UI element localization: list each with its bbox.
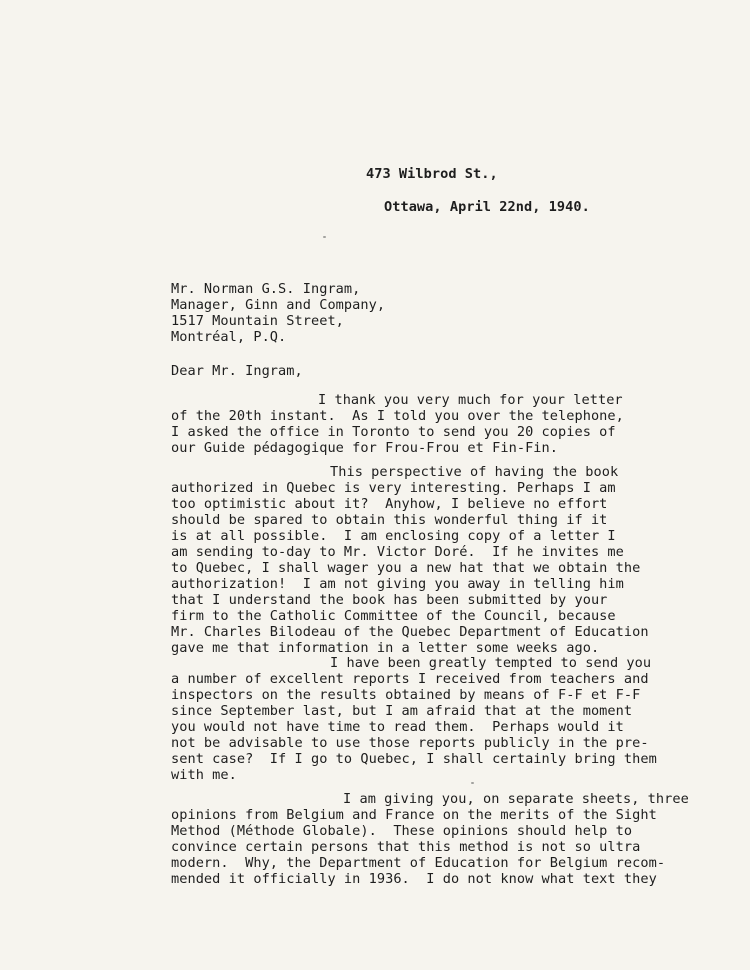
paragraph-2-line: This perspective of having the book [330, 464, 619, 480]
paragraph-2-line: to Quebec, I shall wager you a new hat that we obtain the [171, 560, 641, 576]
paragraph-3-line: a number of excellent reports I received from teachers and [171, 671, 649, 687]
paragraph-2-line: authorized in Quebec is very interesting. Perhaps I am [171, 480, 616, 496]
paragraph-4-line: convince certain persons that this method is not so ultra [171, 839, 641, 855]
paragraph-2-line: gave me that information in a letter some weeks ago. [171, 640, 600, 656]
recipient-line: Montréal, P.Q. [171, 329, 287, 345]
paragraph-1-line: I asked the office in Toronto to send you 20 copies of [171, 424, 616, 440]
paragraph-2-line: authorization! I am not giving you away in telling him [171, 576, 624, 592]
recipient-line: Manager, Ginn and Company, [171, 297, 386, 313]
paragraph-2-line: is at all possible. I am enclosing copy of a letter I [171, 528, 616, 544]
paper-speck [471, 782, 474, 784]
recipient-line: 1517 Mountain Street, [171, 313, 344, 329]
paragraph-3-line: I have been greatly tempted to send you [330, 655, 652, 671]
paragraph-4-line: mended it officially in 1936. I do not know what text they [171, 871, 657, 887]
paragraph-4-line: Method (Méthode Globale). These opinions should help to [171, 823, 633, 839]
sender-street: 473 Wilbrod St., [366, 166, 498, 182]
paragraph-4-line: modern. Why, the Department of Education for Belgium recom- [171, 855, 666, 871]
paper-speck [323, 236, 326, 238]
paragraph-3-line: not be advisable to use those reports publicly in the pre- [171, 735, 649, 751]
salutation: Dear Mr. Ingram, [171, 363, 303, 379]
sender-city-date: Ottawa, April 22nd, 1940. [384, 199, 590, 215]
paragraph-2-line: firm to the Catholic Committee of the Council, because [171, 608, 616, 624]
paragraph-4-line: I am giving you, on separate sheets, three [343, 791, 689, 807]
paragraph-3-line: you would not have time to read them. Perhaps would it [171, 719, 624, 735]
paragraph-4-line: opinions from Belgium and France on the merits of the Sight [171, 807, 657, 823]
paragraph-2-line: should be spared to obtain this wonderful thing if it [171, 512, 608, 528]
paragraph-1-line: I thank you very much for your letter [318, 392, 623, 408]
paragraph-1-line: our Guide pédagogique for Frou-Frou et Fin-Fin. [171, 440, 559, 456]
paragraph-3-line: since September last, but I am afraid that at the moment [171, 703, 633, 719]
paragraph-2-line: too optimistic about it? Anyhow, I believe no effort [171, 496, 608, 512]
paragraph-3-line: sent case? If I go to Quebec, I shall certainly bring them [171, 751, 657, 767]
recipient-line: Mr. Norman G.S. Ingram, [171, 281, 361, 297]
paragraph-2-line: am sending to-day to Mr. Victor Doré. If he invites me [171, 544, 624, 560]
paragraph-1-line: of the 20th instant. As I told you over the telephone, [171, 408, 624, 424]
paragraph-2-line: that I understand the book has been submitted by your [171, 592, 608, 608]
paragraph-3-line: with me. [171, 767, 237, 783]
paragraph-2-line: Mr. Charles Bilodeau of the Quebec Department of Education [171, 624, 649, 640]
paragraph-3-line: inspectors on the results obtained by means of F-F et F-F [171, 687, 641, 703]
